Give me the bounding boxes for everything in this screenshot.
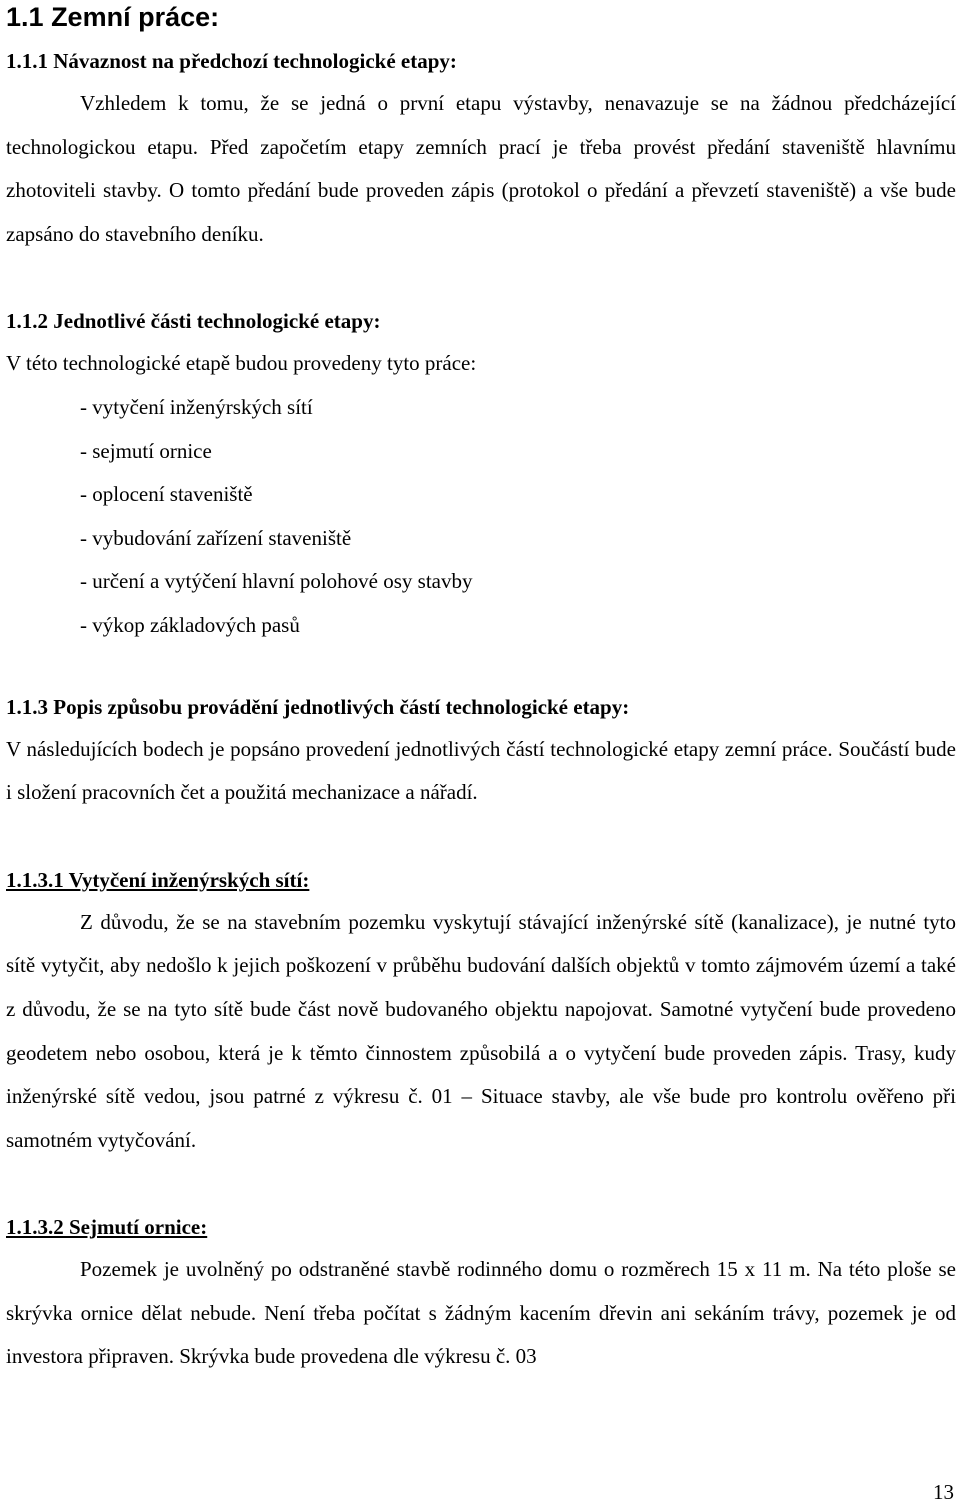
subsection-heading-1-1-1: 1.1.1 Návaznost na předchozí technologické etapy:	[6, 49, 457, 73]
paragraph-1-1-2-intro: V této technologické etapě budou provedeny tyto práce:	[6, 351, 477, 376]
section-title: Zemní práce:	[51, 2, 220, 32]
work-list	[6, 386, 956, 648]
section-number: 1.1	[6, 2, 44, 32]
document-page	[6, 0, 956, 1379]
page-number: 13	[933, 1480, 954, 1504]
paragraph-1-1-3: V následujících bodech je popsáno provedení jednotlivých částí technologické etapy zemní práce. Součástí bude i složení pracovních čet a použitá mechanizace a nářadí.	[6, 736, 956, 805]
list-item: - vytyčení inženýrských sítí	[80, 394, 313, 419]
paragraph-1-1-3-1: Z důvodu, že se na stavebním pozemku vyskytují stávající inženýrské sítě (kanalizace), je nutné tyto sítě vytyčit, aby nedošlo k jejich poškození v průběhu budování dalších objektů v tomto zájmovém území a také z důvodu, že se na tyto sítě bude část nově budovaného objektu napojovat. Samotné vytyčení bude provedeno geodetem nebo osobou, která je k těmto činnostem způsobilá a o vytyčení bude proveden zápis. Trasy, kudy inženýrské sítě vedou, jsou patrné z výkresu č. 01 – Situace stavby, ale vše bude pro kontrolu ověřeno při samotném vytyčování.	[6, 909, 956, 1152]
paragraph-1-1-3-2: Pozemek je uvolněný po odstraněné stavbě rodinného domu o rozměrech 15 x 11 m. Na této ploše se skrývka ornice dělat nebude. Není třeba počítat s žádným kacením dřevin ani sekáním trávy, pozemek je od investora připraven. Skrývka bude provedena dle výkresu č. 03	[6, 1257, 956, 1369]
list-item: - výkop základových pasů	[80, 612, 300, 637]
subsection-heading-1-1-2: 1.1.2 Jednotlivé části technologické etapy:	[6, 309, 381, 334]
subsection-heading-1-1-3-1: 1.1.3.1 Vytyčení inženýrských sítí:	[6, 867, 310, 892]
subsection-heading-1-1-3-2: 1.1.3.2 Sejmutí ornice:	[6, 1215, 208, 1240]
subsection-heading-1-1-3: 1.1.3 Popis způsobu provádění jednotlivých částí technologické etapy:	[6, 694, 630, 719]
paragraph-1-1-1: Vzhledem k tomu, že se jedná o první etapu výstavby, nenavazuje se na žádnou předcházející technologickou etapu. Před započetím etapy zemních prací je třeba provést předání staveniště hlavnímu zhotoviteli stavby. O tomto předání bude proveden zápis (protokol o předání a převzetí staveniště) a vše bude zapsáno do stavebního deníku.	[6, 91, 956, 246]
list-item: - sejmutí ornice	[80, 438, 212, 463]
list-item: - vybudování zařízení staveniště	[80, 525, 352, 550]
section-heading	[6, 2, 956, 32]
list-item: - oplocení staveniště	[80, 482, 253, 507]
list-item: - určení a vytýčení hlavní polohové osy stavby	[80, 569, 473, 594]
